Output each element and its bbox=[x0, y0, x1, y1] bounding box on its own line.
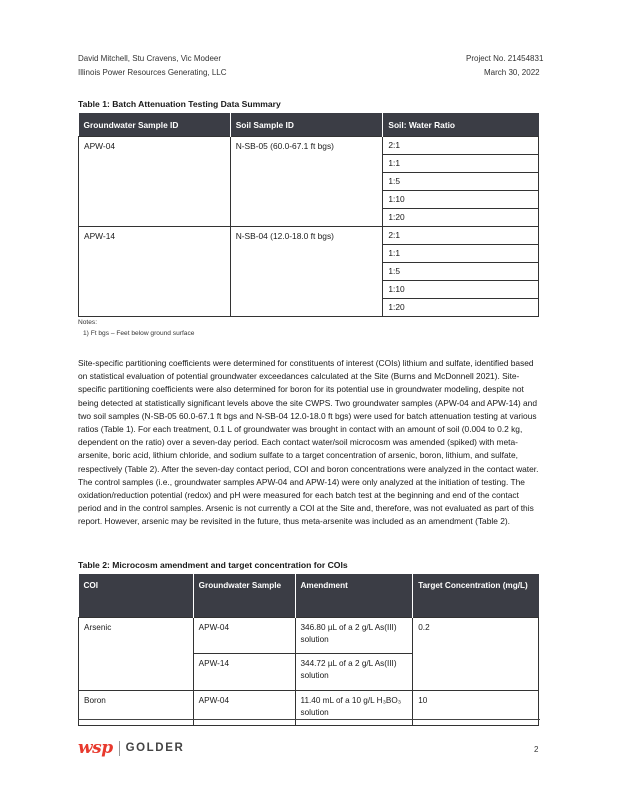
ratio-cell: 2:1 bbox=[383, 227, 539, 245]
header-date: March 30, 2022 bbox=[484, 68, 540, 77]
golder-logo-text: GOLDER bbox=[125, 742, 185, 754]
table-row bbox=[79, 227, 539, 245]
column-header: Target Concentration (mg/L) bbox=[413, 574, 539, 618]
wsp-golder-logo bbox=[78, 738, 184, 758]
amendment-cell: 11.40 mL of a 10 g/L H₃BO₃ solution bbox=[295, 691, 413, 726]
table1-title: Table 1: Batch Attenuation Testing Data Summary bbox=[78, 99, 281, 109]
table-row bbox=[79, 691, 539, 726]
amendment-cell: 344.72 µL of a 2 g/L As(III) solution bbox=[295, 654, 413, 691]
soil-sample-cell: N-SB-04 (12.0-18.0 ft bgs) bbox=[230, 227, 383, 317]
logo-separator bbox=[119, 741, 120, 756]
ratio-cell: 1:5 bbox=[383, 173, 539, 191]
groundwater-sample-cell: APW-14 bbox=[79, 227, 231, 317]
soil-sample-cell: N-SB-05 (60.0-67.1 ft bgs) bbox=[230, 137, 383, 227]
page-number: 2 bbox=[534, 745, 539, 754]
wsp-logo-text: wsp bbox=[78, 738, 113, 758]
ratio-cell: 2:1 bbox=[383, 137, 539, 155]
column-header: COI bbox=[79, 574, 194, 618]
table1-notes-label: Notes: bbox=[78, 319, 98, 326]
table2-title: Table 2: Microcosm amendment and target concentration for COIs bbox=[78, 560, 348, 570]
groundwater-sample-cell: APW-04 bbox=[193, 618, 295, 654]
table-header-row bbox=[79, 574, 539, 618]
ratio-cell: 1:20 bbox=[383, 209, 539, 227]
header-client: Illinois Power Resources Generating, LLC bbox=[78, 68, 227, 77]
column-header: Soil Sample ID bbox=[230, 113, 383, 137]
groundwater-sample-cell: APW-04 bbox=[193, 691, 295, 726]
coi-cell: Arsenic bbox=[79, 618, 194, 691]
column-header: Amendment bbox=[295, 574, 413, 618]
batch-attenuation-table bbox=[78, 113, 539, 317]
coi-cell: Boron bbox=[79, 691, 194, 726]
target-concentration-cell: 0.2 bbox=[413, 618, 539, 691]
ratio-cell: 1:20 bbox=[383, 299, 539, 317]
ratio-cell: 1:10 bbox=[383, 281, 539, 299]
header-project-number: Project No. 21454831 bbox=[466, 54, 544, 63]
groundwater-sample-cell: APW-04 bbox=[79, 137, 231, 227]
column-header: Groundwater Sample ID bbox=[79, 113, 231, 137]
column-header: Soil: Water Ratio bbox=[383, 113, 539, 137]
body-paragraph: Site-specific partitioning coefficients were determined for constituents of interest (COIs) lithium and sulfate, identified based on statistical evaluation of potential groundwater exceedances calculated at the Site (Burns and McDonnell 2021). Site-specific partitioning coefficients were also determined for boron for its potential use in groundwater modeling, despite not being detected at statistically significant levels above the site CWPS. Two groundwater samples (APW-04 and APW-14) and two soil samples (N-SB-05 60.0-67.1 ft bgs and N-SB-04 12.0-18.0 ft bgs) were used for batch attenuation testing at various ratios (Table 1). For each treatment, 0.1 L of groundwater was brought in contact with an amount of soil (0.004 to 0.2 kg, dependent on the ratio) over a seven-day period. Each contact water/soil microcosm was amended (spiked) with meta-arsenite, boric acid, lithium chloride, and sodium sulfate to a target concentration of arsenic, boron, lithium, and sulfate, respectively (Table 2). After the seven-day contact period, COI and boron concentrations were analyzed in the contact water. The control samples (i.e., groundwater samples APW-04 and APW-14) were only analyzed at the initiation of testing. The oxidation/reduction potential (redox) and pH were measured for each batch test at the beginning and end of the contact period and in the control samples. Arsenic is not currently a COI at the Site and, therefore, was not evaluated as part of this report. However, arsenic may be revisited in the future, thus meta-arsenite was included as an amendment (Table 2). bbox=[78, 358, 539, 527]
amendment-cell: 346.80 µL of a 2 g/L As(III) solution bbox=[295, 618, 413, 654]
column-header: Groundwater Sample bbox=[193, 574, 295, 618]
ratio-cell: 1:1 bbox=[383, 155, 539, 173]
ratio-cell: 1:5 bbox=[383, 263, 539, 281]
footer-divider bbox=[78, 719, 540, 720]
table-row bbox=[79, 137, 539, 155]
table-header-row bbox=[79, 113, 539, 137]
microcosm-amendment-table bbox=[78, 574, 539, 726]
target-concentration-cell: 10 bbox=[413, 691, 539, 726]
ratio-cell: 1:1 bbox=[383, 245, 539, 263]
table-row bbox=[79, 618, 539, 654]
header-authors: David Mitchell, Stu Cravens, Vic Modeer bbox=[78, 54, 222, 63]
groundwater-sample-cell: APW-14 bbox=[193, 654, 295, 691]
table1-note: 1) Ft bgs – Feet below ground surface bbox=[83, 330, 195, 337]
ratio-cell: 1:10 bbox=[383, 191, 539, 209]
